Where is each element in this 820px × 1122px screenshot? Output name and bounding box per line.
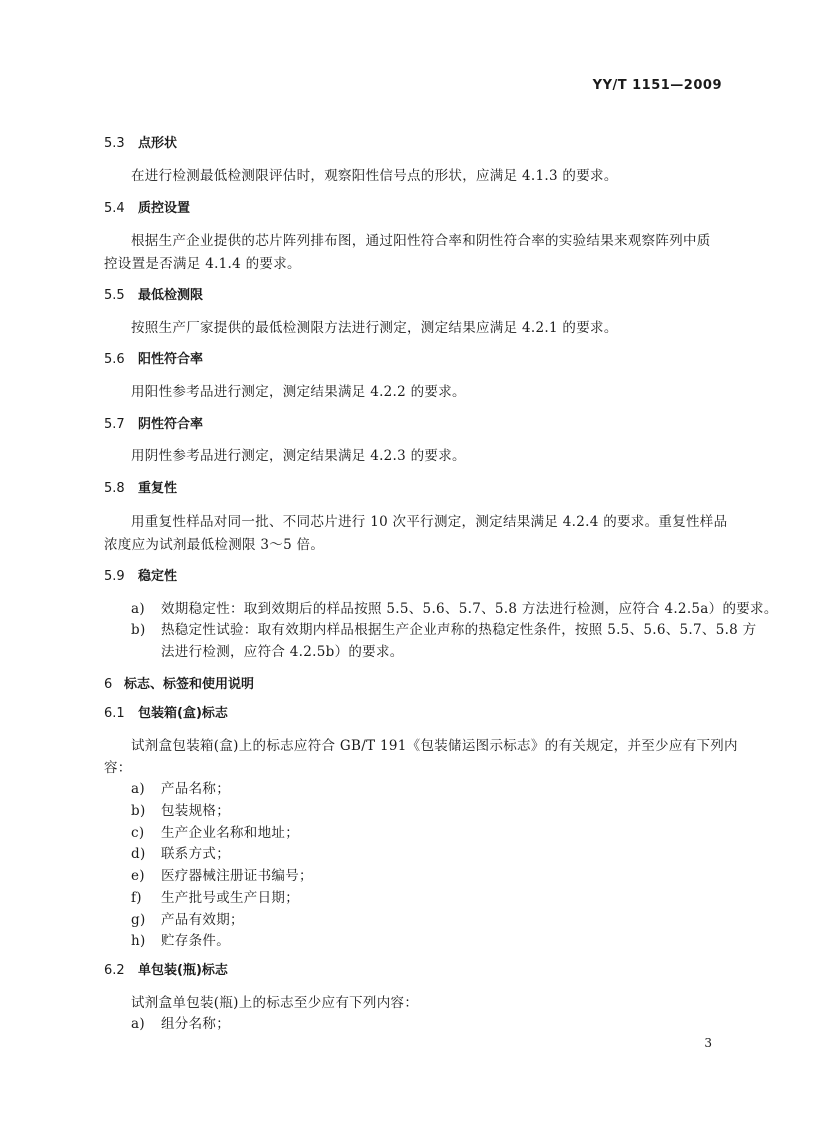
section-title: 阳性符合率	[138, 352, 204, 367]
list-marker: a)	[131, 781, 145, 797]
paragraph-6-2: 试剂盒单包装(瓶)上的标志至少应有下列内容：	[131, 995, 419, 1011]
section-title: 最低检测限	[138, 288, 204, 303]
list-item	[131, 777, 230, 797]
list-text: 医疗器械注册证书编号；	[161, 868, 313, 884]
list-text: 联系方式；	[161, 846, 230, 862]
paragraph-5-5: 按照生产厂家提供的最低检测限方法进行测定，测定结果应满足 4.2.1 的要求。	[131, 320, 618, 336]
paragraph-6-1-line2: 容：	[104, 760, 132, 776]
section-heading-5-7	[104, 413, 203, 432]
list-marker: h)	[131, 933, 146, 949]
section-title: 点形状	[138, 136, 178, 151]
list-item	[131, 1012, 230, 1032]
section-heading-6-1	[104, 702, 228, 721]
list-text: 生产批号或生产日期；	[161, 890, 299, 906]
list-item-5-9-a	[131, 597, 778, 617]
list-item	[131, 842, 230, 862]
list-marker: e)	[131, 868, 145, 884]
list-item	[131, 864, 313, 884]
list-text: 包装规格；	[161, 803, 230, 819]
section-number: 6	[104, 677, 113, 692]
section-heading-5-9	[104, 565, 177, 584]
list-text: 贮存条件。	[161, 933, 230, 949]
list-text: 效期稳定性：取到效期后的样品按照 5.5、5.6、5.7、5.8 方法进行检测，应符合 4.2.5a）的要求。	[161, 601, 778, 617]
section-heading-5-6	[104, 348, 203, 367]
section-number: 6.1	[104, 706, 125, 721]
paragraph-6-1-line1: 试剂盒包装箱(盒)上的标志应符合 GB/T 191《包装储运图示标志》的有关规定，并至少应有下列内	[131, 738, 738, 754]
section-number: 5.6	[104, 352, 125, 367]
paragraph-5-7: 用阴性参考品进行测定，测定结果满足 4.2.3 的要求。	[131, 448, 466, 464]
section-title: 质控设置	[138, 201, 191, 216]
list-marker: g)	[131, 912, 146, 928]
list-item	[131, 886, 299, 906]
list-text: 组分名称；	[161, 1016, 230, 1032]
paragraph-5-8-line2: 浓度应为试剂最低检测限 3～5 倍。	[104, 537, 325, 553]
section-number: 5.8	[104, 481, 125, 496]
section-heading-6-2	[104, 959, 228, 978]
section-title: 阴性符合率	[138, 417, 204, 432]
paragraph-5-3: 在进行检测最低检测限评估时，观察阳性信号点的形状，应满足 4.1.3 的要求。	[131, 168, 618, 184]
section-number: 5.3	[104, 136, 125, 151]
section-title: 稳定性	[138, 569, 178, 584]
list-text: 热稳定性试验：取有效期内样品根据生产企业声称的热稳定性条件，按照 5.5、5.6、5.7、5.8 方	[161, 622, 757, 638]
section-heading-5-3	[104, 132, 177, 151]
section-heading-5-4	[104, 197, 190, 216]
list-item	[131, 929, 230, 949]
section-number: 5.9	[104, 569, 125, 584]
paragraph-5-8-line1: 用重复性样品对同一批、不同芯片进行 10 次平行测定，测定结果满足 4.2.4 的要求。重复性样品	[131, 514, 728, 530]
list-text: 产品有效期；	[161, 912, 244, 928]
paragraph-5-6: 用阳性参考品进行测定，测定结果满足 4.2.2 的要求。	[131, 384, 466, 400]
list-marker: f)	[131, 890, 142, 906]
section-heading-5-8	[104, 477, 177, 496]
section-title: 重复性	[138, 481, 178, 496]
page-number: 3	[704, 1036, 712, 1050]
section-number: 6.2	[104, 963, 125, 978]
list-marker: a)	[131, 1016, 145, 1032]
list-marker: b)	[131, 803, 146, 819]
list-item-5-9-b	[131, 618, 756, 638]
list-marker: a)	[131, 601, 145, 617]
list-text: 产品名称；	[161, 781, 230, 797]
list-item	[131, 799, 230, 819]
list-item	[131, 908, 244, 928]
list-text: 生产企业名称和地址；	[161, 825, 299, 841]
section-title: 标志、标签和使用说明	[124, 677, 255, 692]
list-marker: c)	[131, 825, 145, 841]
section-number: 5.7	[104, 417, 125, 432]
paragraph-5-4-line2: 控设置是否满足 4.1.4 的要求。	[104, 256, 301, 272]
section-number: 5.4	[104, 201, 125, 216]
section-heading-6	[104, 673, 254, 692]
standard-number: YY/T 1151—2009	[592, 78, 722, 93]
section-heading-5-5	[104, 284, 203, 303]
list-marker: d)	[131, 846, 146, 862]
section-title: 包装箱(盒)标志	[138, 706, 228, 721]
list-item-5-9-b-cont: 法进行检测，应符合 4.2.5b）的要求。	[161, 644, 404, 660]
section-title: 单包装(瓶)标志	[138, 963, 228, 978]
paragraph-5-4-line1: 根据生产企业提供的芯片阵列排布图，通过阳性符合率和阴性符合率的实验结果来观察阵列中质	[131, 233, 711, 249]
list-marker: b)	[131, 622, 146, 638]
list-item	[131, 821, 299, 841]
section-number: 5.5	[104, 288, 125, 303]
